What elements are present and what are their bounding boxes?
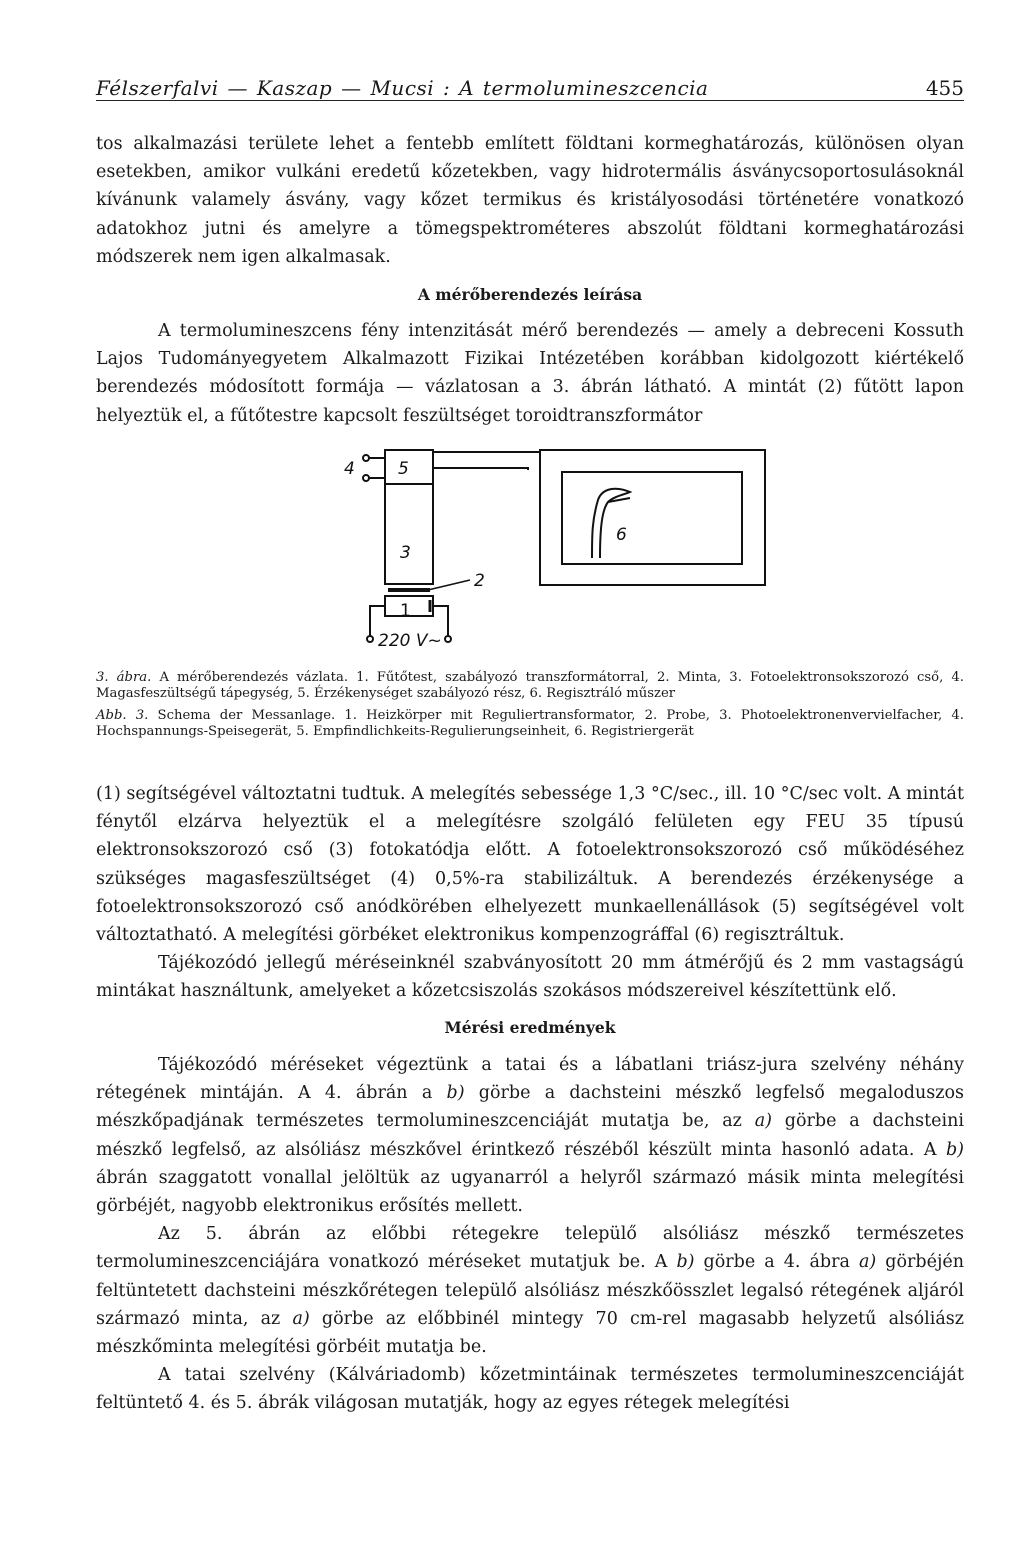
method-paragraph-2: Tájékozódó jellegű méréseinknél szabványosított 20 mm átmérőjű és 2 mm vastagságú mintákat használtunk, amelyeket a kőzetcsiszolás szokásos módszereivel készítettünk elő. <box>96 953 964 1002</box>
label-2: 2 <box>474 571 485 591</box>
text-run: görbéjén feltüntetett dachsteini mészkőrétegen települő alsóliász mészkőösszlet legalsó rétegének aljáról származó minta, az <box>96 1252 964 1329</box>
curve-ref: b) <box>945 1139 964 1160</box>
apparatus-paragraph <box>96 317 964 430</box>
text-run: Tájékozódó méréseket végeztünk a tatai és a lábatlani triász-jura szelvény néhány rétegének mintáján. A 4. ábrán a <box>96 1055 964 1104</box>
apparatus-text: A termolumineszcens fény intenzitását mérő berendezés — amely a debreceni Kossuth Lajos Tudományegyetem Alkalmazott Fizikai Intézetében korábban kidolgozott kiértékelő berendezés módosított formája — vázlatosan a 3. ábrán látható. A mintát (2) fűtött lapon helyeztük el, a fűtőtestre kapcsolt feszültséget toroidtranszformátor <box>96 321 964 426</box>
results-paragraph-2 <box>96 1220 964 1361</box>
curve-ref: a) <box>858 1252 877 1273</box>
caption-hu-label: 3. ábra. <box>96 670 152 685</box>
caption-de-label: Abb. 3. <box>96 708 149 723</box>
results-paragraph-1 <box>96 1051 964 1220</box>
mains-terminal-left <box>367 636 373 642</box>
results-paragraphs <box>96 1051 964 1418</box>
label-5: 5 <box>398 459 409 479</box>
mains-terminal-right <box>445 636 451 642</box>
label-3: 3 <box>400 543 411 563</box>
text-run: görbe a dachsteini mészkő legfelső megaloduszos mészkőpadjának természetes termolumineszcenciáját mutatja be, az <box>96 1083 964 1132</box>
label-6: 6 <box>616 525 627 545</box>
figure-caption-de <box>96 708 964 740</box>
page-number: 455 <box>925 76 964 100</box>
text-run: görbe a dachsteini mészkő legfelső, az alsóliász mészkővel érintkező részéből készült minta hasonló adata. A <box>96 1111 965 1160</box>
photomultiplier-block-3 <box>385 484 433 584</box>
sensitivity-block-5 <box>385 450 433 484</box>
intro-text: tos alkalmazási területe lehet a fentebb említett földtani kormeghatározás, különösen olyan esetekben, amikor vulkáni eredetű kőzetekben, vagy hidrotermális ásványcsoportosulásoknál kívánunk valamely ásvány, vagy kőzet termikus és kristályosodási történetére vonatkozó adatokhoz jutni és amelyre a tömegspektrométeres abszolút földtani kormeghatározási módszerek nem igen alkalmasak. <box>96 134 964 267</box>
text-run: Az 5. ábrán az előbbi rétegekre települő alsóliász mészkő természetes termolumineszcenciájára vonatkozó méréseket mutatjuk be. A <box>96 1224 964 1273</box>
curve-ref: b) <box>676 1252 695 1273</box>
curve-ref: a) <box>754 1111 772 1132</box>
apparatus-schematic <box>330 440 800 655</box>
caption-hu-text: A mérőberendezés vázlata. 1. Fűtőtest, szabályozó transzformátorral, 2. Minta, 3. Fotoelektronsokszorozó cső, 4. Magasfeszültségű tápegység, 5. Érzékenységet szabályozó rész, 6. Regisztráló műszer <box>96 670 964 701</box>
results-paragraph-3: A tatai szelvény (Kálváriadomb) kőzetmintáinak természetes termolumineszcenciáját feltüntető 4. és 5. ábrák világosan mutatják, hogy az egyes rétegek melegítési <box>96 1365 964 1414</box>
text-run: ábrán szaggatott vonallal jelöltük az ugyanarról a helyről származó másik minta melegítési görbéjét, nagyobb elektronikus erősítés mellett. <box>96 1167 964 1217</box>
recorder-screen-6 <box>562 472 742 564</box>
terminal-bottom-4 <box>363 475 369 481</box>
page-header <box>96 72 964 101</box>
label-4: 4 <box>344 459 355 479</box>
text-run: görbe a 4. ábra <box>694 1252 859 1273</box>
method-paragraphs <box>96 780 964 1006</box>
terminal-top-4 <box>363 455 369 461</box>
intro-paragraph <box>96 130 964 271</box>
label-1: 1 <box>400 601 411 621</box>
caption-de-text: Schema der Messanlage. 1. Heizkörper mit Reguliertransformator, 2. Probe, 3. Photoelektronenvervielfacher, 4. Hochspannungs-Speisegerät, 5. Empfindlichkeits-Regulierungseinheit, 6. Registriergerät <box>96 708 964 739</box>
section-heading-apparatus: A mérőberendezés leírása <box>417 285 643 304</box>
figure-caption-hu <box>96 670 964 702</box>
section-heading-results: Mérési eredmények <box>444 1018 616 1037</box>
curve-ref: b) <box>446 1083 465 1104</box>
curve-ref: a) <box>292 1308 310 1329</box>
method-paragraph-1: (1) segítségével változtatni tudtuk. A melegítés sebessége 1,3 °C/sec., ill. 10 °C/sec volt. A mintát fénytől elzárva helyeztük el a melegítésre szolgáló felületen egy FEU 35 típusú elektronsokszorozó cső (3) fotokatódja előtt. A fotoelektronsokszorozó cső működéséhez szükséges magasfeszültséget (4) 0,5%-ra stabilizáltuk. A berendezés érzékenysége a fotoelektronsokszorozó cső anódkörében elhelyezett munkaellenállások (5) segítségével volt változtatható. A melegítési görbéket elektronikus kompenzográffal (6) regisztráltuk. <box>96 784 964 946</box>
label-voltage: 220 V~ <box>378 631 442 651</box>
text-run: görbe az előbbinél mintegy 70 cm-rel magasabb helyzetű alsóliász mészkőminta melegítési görbéit mutatja be. <box>96 1308 964 1358</box>
running-head: Félszerfalvi — Kaszap — Mucsi : A termolumineszcencia <box>96 76 709 100</box>
